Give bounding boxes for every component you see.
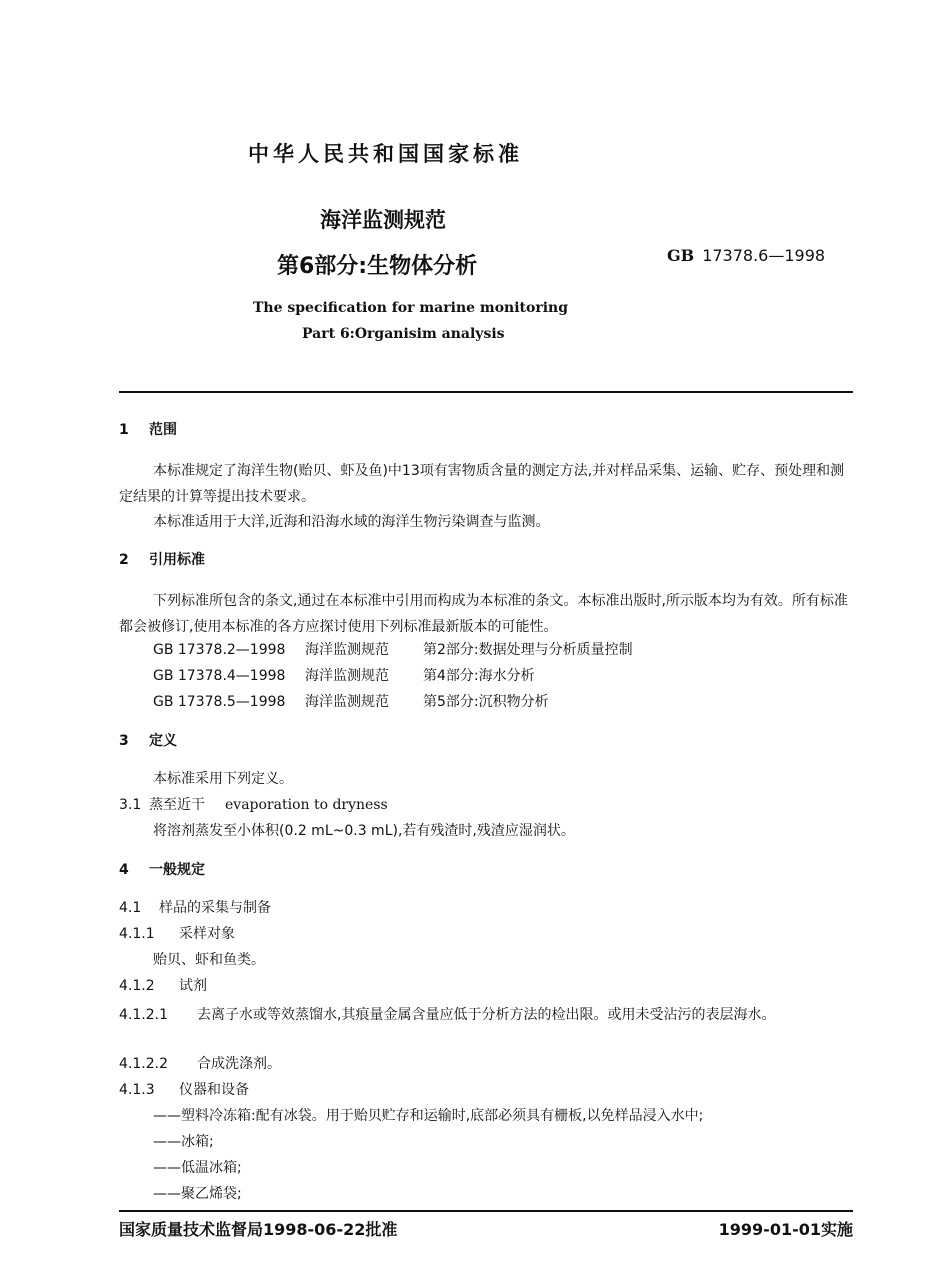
reference-part: 第2部分:数据处理与分析质量控制 <box>423 642 633 658</box>
section-4-heading <box>119 860 205 880</box>
definition-3-1 <box>119 795 388 815</box>
clause-number: 4.1 <box>119 900 142 916</box>
clause-number: 4.1.2.1 <box>119 1007 168 1023</box>
reference-name: 海洋监测规范 <box>305 694 389 710</box>
equipment-item: ——冰箱; <box>153 1134 214 1150</box>
section-4-number: 4 <box>119 862 129 878</box>
clause-4-1-3 <box>119 1080 249 1100</box>
standard-code-number: 17378.6—1998 <box>702 246 826 265</box>
footer-divider <box>119 1210 853 1212</box>
reference-part: 第5部分:沉积物分析 <box>423 694 549 710</box>
standard-title-line2: 第6部分:生物体分析 <box>277 254 478 279</box>
section-2-number: 2 <box>119 552 129 568</box>
reference-name: 海洋监测规范 <box>305 642 389 658</box>
national-standard-heading: 中华人民共和国国家标准 <box>248 142 523 166</box>
english-title-line1: The specification for marine monitoring <box>253 300 569 316</box>
clause-4-1-2 <box>119 976 207 996</box>
clause-title: 试剂 <box>179 978 207 994</box>
clause-4-1-1-text: 贻贝、虾和鱼类。 <box>153 952 265 968</box>
reference-code: GB 17378.5—1998 <box>153 694 286 710</box>
section-3-title: 定义 <box>149 733 177 749</box>
clause-number: 4.1.1 <box>119 926 155 942</box>
effective-date: 1999-01-01实施 <box>718 1220 853 1239</box>
clause-title: 仪器和设备 <box>179 1082 249 1098</box>
section-3-number: 3 <box>119 733 129 749</box>
definition-term: 蒸至近干 <box>149 797 205 813</box>
clause-number: 4.1.2 <box>119 978 155 994</box>
section-2-heading <box>119 550 205 570</box>
clause-text: 合成洗涤剂。 <box>197 1056 281 1072</box>
standard-code <box>667 246 825 265</box>
section-1-paragraph-1: 本标准规定了海洋生物(贻贝、虾及鱼)中13项有害物质含量的测定方法,并对样品采集、运输、贮存、预处理和测定结果的计算等提出技术要求。 <box>119 463 845 505</box>
section-1-title: 范围 <box>149 422 177 438</box>
definition-number: 3.1 <box>119 797 142 813</box>
clause-text: 去离子水或等效蒸馏水,其痕量金属含量应低于分析方法的检出限。或用未受沾污的表层海水。 <box>197 1007 776 1023</box>
standard-code-prefix: GB <box>667 246 695 265</box>
equipment-item: ——低温冰箱; <box>153 1160 242 1176</box>
clause-number: 4.1.3 <box>119 1082 155 1098</box>
section-2-paragraph-1: 下列标准所包含的条文,通过在本标准中引用而构成为本标准的条文。本标准出版时,所示版本均为有效。所有标准都会被修订,使用本标准的各方应探讨使用下列标准最新版本的可能性。 <box>119 593 848 635</box>
definition-term-english: evaporation to dryness <box>225 797 388 813</box>
reference-row <box>153 666 535 686</box>
reference-code: GB 17378.4—1998 <box>153 668 286 684</box>
section-1-heading <box>119 420 177 440</box>
clause-title: 采样对象 <box>179 926 235 942</box>
english-title-line2: Part 6:Organisim analysis <box>302 326 505 342</box>
section-2-title: 引用标准 <box>149 552 205 568</box>
equipment-item: ——聚乙烯袋; <box>153 1186 242 1202</box>
section-4-title: 一般规定 <box>149 862 205 878</box>
clause-4-1-2-1 <box>119 1002 853 1028</box>
header-divider <box>119 391 853 393</box>
equipment-item: ——塑料冷冻箱:配有冰袋。用于贻贝贮存和运输时,底部必须具有栅板,以免样品浸入水中; <box>153 1108 704 1124</box>
clause-number: 4.1.2.2 <box>119 1056 168 1072</box>
clause-4-1-1 <box>119 924 235 944</box>
reference-row <box>153 692 549 712</box>
reference-code: GB 17378.2—1998 <box>153 642 286 658</box>
section-3-heading <box>119 731 177 751</box>
reference-name: 海洋监测规范 <box>305 668 389 684</box>
section-1-number: 1 <box>119 422 129 438</box>
standard-title-line1: 海洋监测规范 <box>320 208 446 232</box>
approval-date: 国家质量技术监督局1998-06-22批准 <box>119 1220 398 1239</box>
clause-4-1 <box>119 898 271 918</box>
section-3-intro: 本标准采用下列定义。 <box>153 771 293 787</box>
clause-title: 样品的采集与制备 <box>159 900 271 916</box>
definition-text: 将溶剂蒸发至小体积(0.2 mL~0.3 mL),若有残渣时,残渣应湿润状。 <box>153 823 575 839</box>
clause-4-1-2-2 <box>119 1054 281 1074</box>
reference-row <box>153 640 633 660</box>
reference-part: 第4部分:海水分析 <box>423 668 535 684</box>
section-1-paragraph-2: 本标准适用于大洋,近海和沿海水域的海洋生物污染调查与监测。 <box>153 514 550 530</box>
